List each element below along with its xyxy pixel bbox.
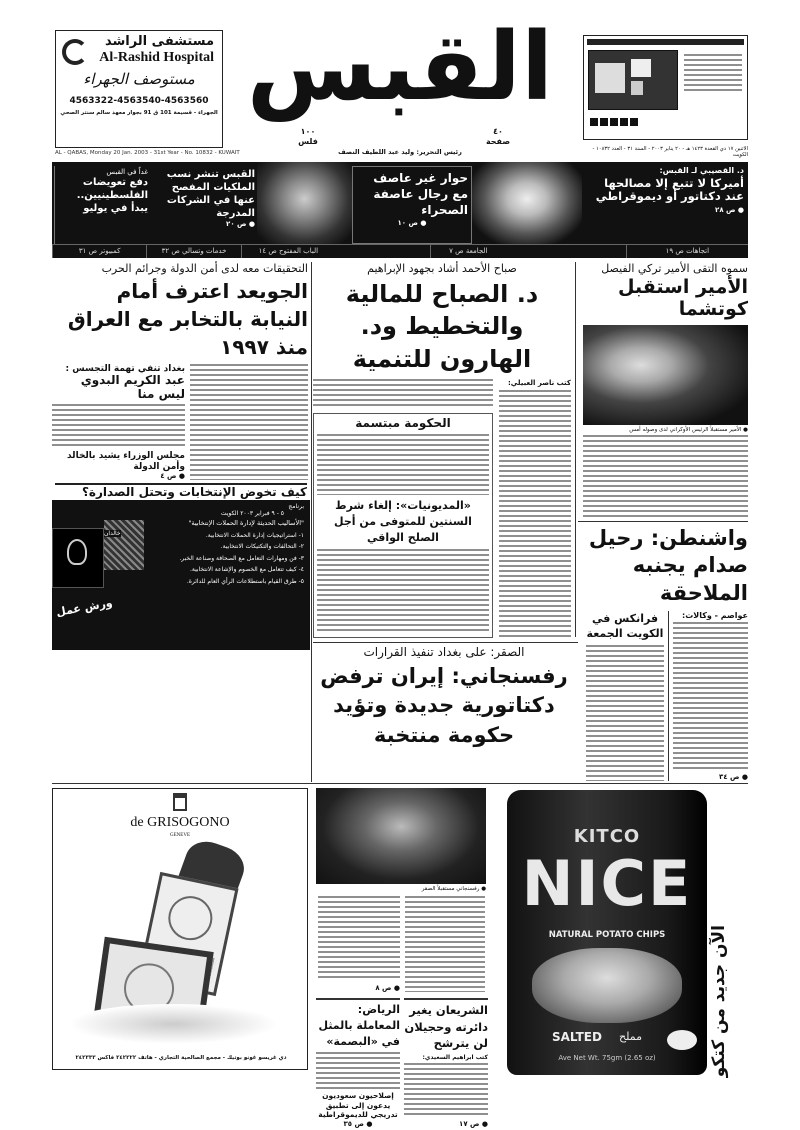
- ad-item: ١- استراتيجيات إدارة الحملات الانتخابية.: [205, 532, 304, 539]
- ad-sponsor: خالدان: [104, 530, 121, 537]
- sub-headline: عبد الكريم البدوي ليس منا: [80, 373, 185, 402]
- sabah-right-column: [499, 379, 571, 638]
- banner-headline: أميركا لا تتبع إلا مصالحها عند دكتاتور أو ديموقراطي: [595, 176, 744, 204]
- dateline-ar: الاثنين ١٧ ذي القعدة ١٤٢٣ هـ - ٢٠ يناير ٢٠٠٣ - السنة ٣١ - العدد ١٠٨٣٢ - الكويت: [592, 146, 748, 158]
- sabah-left-area: [313, 379, 493, 638]
- qusaibi-photo: [472, 162, 582, 244]
- ad-keys: [590, 118, 638, 126]
- story-headline: الرياض: المعاملة بالمثل في «البصمة»: [318, 1003, 400, 1048]
- ad-item: ٤- كيف تتعامل مع الخصوم والإشاعة الانتخابية.: [190, 566, 304, 574]
- story-rafsanjani[interactable]: [313, 645, 575, 750]
- hospital-name-ar: مستشفى الراشد: [104, 34, 214, 49]
- tab-label: الباب المفتوح: [279, 247, 319, 255]
- subhead: الحكومة مبتسمة: [355, 416, 451, 431]
- story-kicker: الصقر: على بغداد تنفيذ القرارات: [363, 645, 525, 659]
- story-source: عواصم - وكالات:: [682, 610, 748, 620]
- lower-left-stories: [316, 998, 400, 1128]
- section-tabs: [52, 244, 748, 258]
- top-right-ad[interactable]: [583, 35, 748, 140]
- story-headline: الجويعد اعترف أمام النيابة بالتخابر مع العراق منذ ١٩٩٧: [67, 279, 308, 359]
- tab-ref: ص ٣٢: [161, 247, 180, 255]
- divider: [575, 262, 576, 637]
- sub-story[interactable]: [52, 364, 185, 480]
- ad-screenshot: [588, 50, 678, 110]
- price-value: ١٠٠: [300, 127, 316, 136]
- kitco-slogan: الآن جديد من كتكو: [709, 925, 729, 1078]
- page-ref: ● ص ٨: [375, 984, 400, 992]
- story-body: [190, 364, 308, 480]
- watch-base: [68, 1004, 278, 1044]
- flavor-en: SALTED: [552, 1030, 602, 1044]
- story-sabah[interactable]: [313, 262, 571, 638]
- net-weight: Ave Net Wt. 75gm (2.65 oz): [558, 1054, 656, 1062]
- story-body: [317, 434, 489, 495]
- banner-ownership[interactable]: [152, 166, 257, 244]
- banner-headline: حوار غير عاصف مع رجال عاصفة الصحراء: [373, 171, 468, 218]
- washington-columns: [578, 611, 748, 781]
- story-body: [313, 379, 493, 409]
- banner-qusaibi[interactable]: [583, 162, 748, 244]
- ad-footer: دي غريسو غونو بوتيك - مجمع الصالحية التجاري - هاتف ٢٤٢٢٢٢ فاكس ٢٤٢٣٣٣: [75, 1055, 287, 1061]
- tab-open-door[interactable]: [241, 245, 335, 258]
- tab-label: كمبيوتر: [99, 247, 121, 255]
- story-body: [317, 549, 489, 634]
- ad-image: [52, 528, 104, 588]
- story-body: [405, 896, 485, 992]
- ad-item: ٢- التحالفات والتكتيكات الانتخابية.: [220, 543, 304, 551]
- crown-icon: [173, 793, 187, 811]
- byline: كتب ابراهيم السعيدي:: [422, 1054, 488, 1062]
- story-body: [316, 1052, 400, 1089]
- ad-item: ٥- طرق القيام باستطلاعات الرأي العام للدائرة.: [186, 577, 304, 585]
- inner-box: [313, 413, 493, 638]
- divider: [313, 642, 578, 643]
- story-emir[interactable]: [578, 262, 748, 517]
- hospital-phones: 4563322-4563540-4563560: [69, 96, 209, 107]
- pages-value: ٤٠: [493, 127, 503, 136]
- tab-ref: ص ١٩: [665, 247, 684, 255]
- banner-tomorrow[interactable]: [54, 166, 150, 244]
- ad-items: [154, 530, 304, 587]
- dateline-en: AL - QABAS, Monday 20 Jan. 2003 - 31st Year - No. 10832 - KUWAIT: [55, 150, 240, 156]
- washington-text-column: [668, 611, 748, 781]
- page-ref: ● ص ١٧: [459, 1120, 488, 1128]
- tab-label: اتجاهات: [686, 247, 710, 255]
- ad-program-label: برنامج: [288, 503, 304, 510]
- workshop-ad[interactable]: [52, 500, 310, 650]
- banner-kicker: د. القصيبي لـ القبس:: [659, 166, 744, 175]
- story-headline: رفسنجاني: إيران ترفض دكتاتورية جديدة وتؤيد حكومة منتخبة: [320, 664, 568, 747]
- ad-photo: [104, 520, 144, 570]
- story-washington[interactable]: [578, 521, 748, 781]
- tab-trends[interactable]: [626, 245, 748, 258]
- story-body: [586, 645, 664, 781]
- story-headline: الشريعان يغير دائرته وحجيلان لن يترشح: [404, 1003, 488, 1051]
- story-body: [318, 896, 400, 980]
- chips-can: [507, 790, 707, 1075]
- story-franks[interactable]: [578, 611, 668, 781]
- story-body: [499, 390, 571, 638]
- banner-desert-storm[interactable]: [352, 166, 472, 244]
- story-body: [52, 404, 185, 449]
- ad-subtitle: "الأساليب الحديثة لإدارة الحملات الإنتخابية": [188, 519, 304, 527]
- brand-name: de GRISOGONO: [130, 815, 230, 830]
- flavor-ar: مملح: [619, 1030, 642, 1043]
- story-body: [404, 1063, 488, 1118]
- story-body: [673, 622, 748, 771]
- chips-image: [532, 948, 682, 1023]
- price-box: [288, 127, 328, 146]
- crescent-logo-icon: [62, 39, 88, 65]
- page-ref: ● ص ٤: [160, 472, 185, 480]
- sabah-columns: [313, 379, 571, 638]
- kitco-brand: KITCO: [573, 826, 641, 847]
- tab-ref: ص ٣١: [78, 247, 98, 255]
- ad-dates: ٥ - ٩ فبراير ٢٠٠٣ الكويت: [220, 510, 284, 517]
- ad-content: [154, 503, 304, 587]
- ad-top-bar: [587, 39, 744, 45]
- photo-caption: ● الأمير مستقبلاً الرئيس الأوكراني لدى وصوله أمس: [629, 426, 748, 433]
- sub-headline: مجلس الوزراء يشيد بالخالد وأمن الدولة: [66, 451, 185, 472]
- tab-label: الجامعة: [465, 247, 488, 255]
- divider: [52, 783, 748, 784]
- banner-headline: دفع تعويضات الفلسطينيين.. يبدأ في يوليو: [76, 177, 148, 214]
- tab-computer[interactable]: [52, 245, 146, 258]
- soldier-photo: [257, 162, 352, 244]
- pages-box: [478, 127, 518, 146]
- watch-ad[interactable]: [52, 788, 308, 1070]
- ad-item: ٣- فن ومهارات التعامل مع الصحافة وصناعة الخبر.: [179, 554, 304, 562]
- page-ref: ● ص ٢٠: [226, 220, 255, 228]
- story-kicker: سموه التقى الأمير تركي الفيصل: [601, 262, 748, 275]
- story-headline: الأمير استقبل كوتشما: [618, 276, 748, 320]
- banner-kicker: غداً في القبس: [106, 168, 148, 176]
- tab-label: خدمات وتسالي: [182, 247, 227, 255]
- page-ref: ● ص ٢٨: [715, 205, 744, 214]
- product-name: NICE: [521, 847, 693, 920]
- ad-badge: ورش عمل: [55, 596, 114, 619]
- teaser-banner: [52, 162, 748, 258]
- rafsanjani-photo: [316, 788, 486, 884]
- kitco-badge: [667, 1030, 697, 1050]
- story-body: [583, 435, 748, 517]
- page-ref: ● ص ١٠: [397, 218, 427, 227]
- story-headline-franks: فرانكس في الكويت الجمعة: [586, 611, 664, 641]
- subhead: «المديونيات»: إلغاء شرط السنتين للمتوفى من أجل الصلح الواقي: [334, 498, 472, 544]
- price-unit: فلس: [298, 136, 318, 146]
- emir-photo: [583, 325, 748, 425]
- story-reform[interactable]: [316, 1091, 400, 1128]
- banner-headline: القبس تنشر نسب الملكيات المفصح عنها في الشركات المدرجة: [166, 169, 255, 219]
- clinic-name: مستوصف الجهراء: [83, 70, 195, 89]
- hospital-name-en: Al-Rashid Hospital: [99, 49, 214, 65]
- tab-services[interactable]: [146, 245, 240, 258]
- divider: [311, 262, 312, 782]
- story-headline-reform: إصلاحيون سعوديون يدعون إلى تطبيق تدريجي للديموقراطية: [318, 1090, 398, 1120]
- story-kicker: صباح الأحمد أشاد بجهود الإبراهيم: [367, 262, 517, 275]
- story-sharian[interactable]: [404, 998, 488, 1128]
- sub-kicker: بغداد تنفي تهمة التجسس :: [65, 364, 185, 374]
- workshop-ad-title: كيف تخوض الإنتخابات وتحتل الصدارة؟: [55, 483, 307, 500]
- page-ref: ● ص ٣٥: [343, 1120, 373, 1128]
- story-kicker: التحقيقات معه لدى أمن الدولة وجرائم الحرب: [101, 262, 308, 275]
- juwaiaad-columns: [52, 364, 308, 480]
- brand-city: GENEVE: [170, 833, 190, 838]
- story-headline-washington: واشنطن: رحيل صدام يجنبه الملاحقة: [588, 526, 748, 605]
- tab-ref: ص ١٤: [258, 247, 277, 255]
- newspaper-logo: القبس: [246, 13, 554, 122]
- ad-text: [684, 54, 742, 94]
- byline: كتب ناصر العبيلي:: [507, 379, 571, 388]
- hospital-ad[interactable]: [55, 30, 223, 148]
- story-riyadh[interactable]: [316, 998, 400, 1050]
- photo-caption: ● رفسنجاني مستقبلاً الصقر: [421, 886, 486, 892]
- tab-university[interactable]: [430, 245, 506, 258]
- kitco-ad[interactable]: [505, 785, 748, 1080]
- pages-unit: صفحة: [485, 136, 511, 146]
- story-headline: د. الصباح للمالية والتخطيط ود. الهارون للتنمية: [345, 280, 539, 373]
- page-ref: ● ص ٣٤: [719, 773, 748, 781]
- tab-ref: ص ٧: [449, 247, 464, 255]
- story-juwaiaad[interactable]: [52, 262, 308, 480]
- product-type: NATURAL POTATO CHIPS: [548, 930, 666, 940]
- editor-in-chief: رئيس التحرير: وليد عبد اللطيف النصف: [338, 148, 462, 156]
- hospital-address: الجهراء - قسيمة 101 ق 91 بجوار معهد سالم سنتر الصحي: [60, 110, 218, 117]
